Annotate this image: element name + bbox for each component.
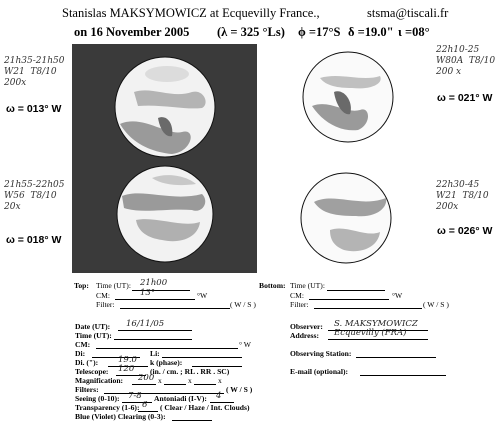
observing-station-label: Observing Station:	[290, 349, 352, 358]
mars-sketch-bottom-left	[72, 158, 257, 273]
date-line	[118, 330, 192, 331]
observation-date: on 16 November 2005	[74, 25, 190, 39]
top-filter-label: Filter:	[96, 300, 115, 309]
bottom-filter-ws: ( W / S )	[423, 300, 449, 309]
bottom-label: Bottom:	[259, 281, 286, 290]
telescope-value: 120	[118, 364, 135, 374]
observer-value: S. MAKSYMOWICZ	[334, 319, 418, 329]
magnification-line-1	[132, 384, 156, 385]
observing-station-line	[356, 357, 436, 358]
address-line	[328, 339, 428, 340]
inclination-value: ι =08°	[398, 25, 430, 39]
bottom-filter-line	[314, 308, 422, 309]
cm-unit: ° W	[239, 340, 251, 349]
bottom-time-label: Time (UT):	[290, 281, 325, 290]
cm-label-bottom-right: ω = 026° W	[437, 225, 493, 237]
address-label: Address:	[290, 331, 319, 340]
antoniadi-label: Antoniadi (I-V):	[154, 394, 207, 403]
observer-label: Observer:	[290, 322, 323, 331]
cm-label-bottom-left: ω = 018° W	[6, 234, 62, 246]
magnification-value: 200	[138, 373, 155, 383]
transparency-options: ( Clear / Haze / Int. Clouds)	[160, 403, 250, 412]
sketch-note-top-right: 22h10-25 W80A T8/10 200 x	[436, 45, 496, 77]
email-label: E-mail (optional):	[290, 367, 349, 376]
time-label: Time (UT):	[75, 331, 112, 340]
transparency-value: 6	[142, 400, 148, 410]
date-value: 16/11/05	[126, 319, 165, 329]
magnification-line-2	[164, 384, 186, 385]
magnification-label: Magnification:	[75, 376, 124, 385]
email-line	[360, 375, 446, 376]
top-filter-ws: ( W / S )	[230, 300, 256, 309]
mars-sketch-right-column	[300, 44, 400, 273]
top-filter-line	[120, 308, 230, 309]
phase-label: k (phase):	[150, 358, 183, 367]
seeing-value: 7-8	[128, 391, 142, 401]
mag-x-3: x	[218, 376, 222, 385]
top-cm-value: 13°	[140, 288, 156, 298]
observer-email: stsma@tiscali.fr	[367, 6, 449, 20]
telescope-units: (in. / cm. ; RL . RR . SC)	[150, 367, 230, 376]
time-line	[114, 339, 192, 340]
magnification-line-3	[194, 384, 216, 385]
filters-ws: ( W / S )	[226, 385, 253, 394]
di-label: Di:	[75, 349, 86, 358]
li-label: Li:	[150, 349, 160, 358]
cm-label: CM:	[75, 340, 91, 349]
mag-x-1: x	[158, 376, 162, 385]
mag-x-2: x	[188, 376, 192, 385]
top-cm-unit: °W	[197, 291, 208, 300]
top-time-value: 21h00	[140, 278, 168, 288]
date-label: Date (UT):	[75, 322, 111, 331]
filters-label: Filters:	[75, 385, 99, 394]
sketch-note-top-left: 21h35-21h50 W21 T8/10 200x	[4, 56, 65, 88]
ls-value: (λ = 325 °Ls)	[217, 25, 285, 39]
telescope-label: Telescope:	[75, 367, 109, 376]
observer-heading: Stanislas MAKSYMOWICZ at Ecquevilly France.,	[62, 6, 320, 20]
bottom-cm-label: CM:	[290, 291, 304, 300]
diameter-label: Di. ("):	[75, 358, 99, 367]
bottom-time-line	[327, 290, 385, 291]
bottom-cm-unit: °W	[392, 291, 403, 300]
seeing-label: Seeing (0-10):	[75, 394, 120, 403]
blue-clearing-label: Blue (Violet) Clearing (0-3):	[75, 412, 166, 421]
cm-label-top-right: ω = 021° W	[437, 92, 493, 104]
blue-clearing-line	[172, 420, 212, 421]
transparency-label: Transparency (1-6):	[75, 403, 140, 412]
top-cm-line	[115, 299, 195, 300]
sketch-note-bottom-left: 21h55-22h05 W56 T8/10 20x	[4, 180, 65, 212]
bottom-cm-line	[309, 299, 389, 300]
top-label: Top:	[74, 281, 89, 290]
diameter-field-value: 19.0	[118, 355, 137, 365]
antoniadi-value: 4	[216, 391, 222, 401]
address-value: Ecquevilly (FRA)	[334, 328, 407, 338]
cm-label-top-left: ω = 013° W	[6, 103, 62, 115]
bottom-filter-label: Filter:	[290, 300, 309, 309]
top-cm-label: CM:	[96, 291, 110, 300]
diameter-value: δ =19.0"	[348, 25, 394, 39]
top-time-label: Time (UT):	[96, 281, 131, 290]
cm-line	[96, 348, 238, 349]
latitude-value: ϕ =17°S	[298, 25, 341, 39]
sketch-note-bottom-right: 22h30-45 W21 T8/10 200x	[436, 180, 489, 212]
